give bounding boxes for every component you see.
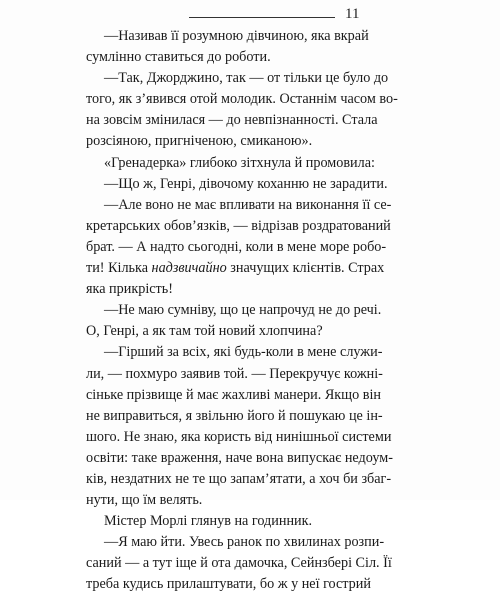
text-run: не виправиться, я звільню його й пошукаю це ін-	[86, 407, 383, 424]
header-rule	[189, 17, 335, 18]
text-line	[86, 490, 378, 511]
text-run: сумлінно ставиться до роботи.	[86, 49, 271, 66]
text-line	[86, 469, 392, 490]
text-run: саний — а тут іще й ота дамочка, Сейнзбері Сіл. Її	[86, 555, 392, 572]
text-run: «Гренадерка» глибоко зітхнула й промовила:	[104, 154, 375, 171]
text-line	[86, 216, 391, 237]
text-run: —Так, Джорджино, так — от тільки це було до	[104, 70, 389, 87]
text-line	[86, 237, 387, 258]
text-run: —Гірший за всіх, які будь-коли в мене служи-	[104, 344, 383, 361]
text-line	[86, 68, 389, 89]
text-run: нути, що їм велять.	[86, 492, 203, 509]
text-run: кретарських обов’язків, — відрізав роздратований	[86, 217, 391, 234]
text-line	[86, 47, 378, 68]
text-line	[86, 26, 378, 47]
text-run: —Але воно не має впливати на виконання її се-	[104, 196, 392, 213]
text-run: —Що ж, Генрі, дівочому коханню не зарадити.	[104, 175, 388, 192]
text-line	[86, 89, 398, 110]
text-run: яка прикрість!	[86, 281, 173, 298]
text-run: треба кудись прилаштувати, бо ж у неї гострий	[86, 576, 371, 593]
text-run: —Називав її розумною дівчиною, яка вкрай	[104, 28, 369, 44]
text-line	[86, 321, 378, 342]
text-line	[86, 553, 392, 574]
text-run: шого. Не знаю, яка користь від нинішньої системи	[86, 428, 392, 445]
text-run: сіньке прізвище й має жахливі манери. Якщо він	[86, 386, 381, 403]
text-run: освіти: таке враження, наче вона випускає недоум-	[86, 449, 393, 466]
text-line	[86, 279, 378, 300]
body-text	[86, 26, 398, 596]
text-run: Містер Морлі глянув на годинник.	[104, 513, 313, 530]
text-line	[86, 385, 381, 406]
text-line	[86, 300, 382, 321]
text-run: —Я маю йти. Увесь ранок по хвилинах розпи-	[104, 534, 385, 551]
text-line	[86, 448, 393, 469]
text-line	[86, 342, 383, 363]
text-run: —Не маю сумніву, що це напрочуд не до речі.	[104, 302, 382, 319]
emphasis-text: надзвичайно	[151, 260, 227, 277]
text-line	[86, 258, 385, 279]
page-number: 11	[345, 6, 360, 22]
text-run: ків, нездатних не те що запам’ятати, а хоч би збаг-	[86, 470, 392, 487]
text-run: брат. — А надто сьогодні, коли в мене море робо-	[86, 238, 387, 255]
text-line	[86, 406, 383, 427]
text-run: ти! Кілька	[86, 260, 152, 277]
text-run: розсіяною, пригніченою, смиканою».	[86, 133, 313, 150]
text-run: ли, — похмуро заявив той. — Перекручує кожні-	[86, 365, 383, 382]
text-line	[86, 131, 378, 152]
text-line	[86, 153, 378, 174]
text-line	[86, 174, 388, 195]
text-line	[86, 195, 392, 216]
text-run: того, як з’явився отой молодик. Останнім часом во-	[86, 91, 398, 108]
text-line	[86, 427, 392, 448]
text-run: значущих клієнтів. Страх	[226, 260, 385, 277]
text-run: О, Генрі, а як там той новий хлопчина?	[86, 323, 323, 340]
text-run: на зовсім змінилася — до невпізнанності. Стала	[86, 112, 378, 129]
text-line	[86, 364, 383, 385]
text-line	[86, 511, 378, 532]
text-line	[86, 532, 385, 553]
text-line	[86, 110, 378, 131]
text-line	[86, 574, 378, 595]
